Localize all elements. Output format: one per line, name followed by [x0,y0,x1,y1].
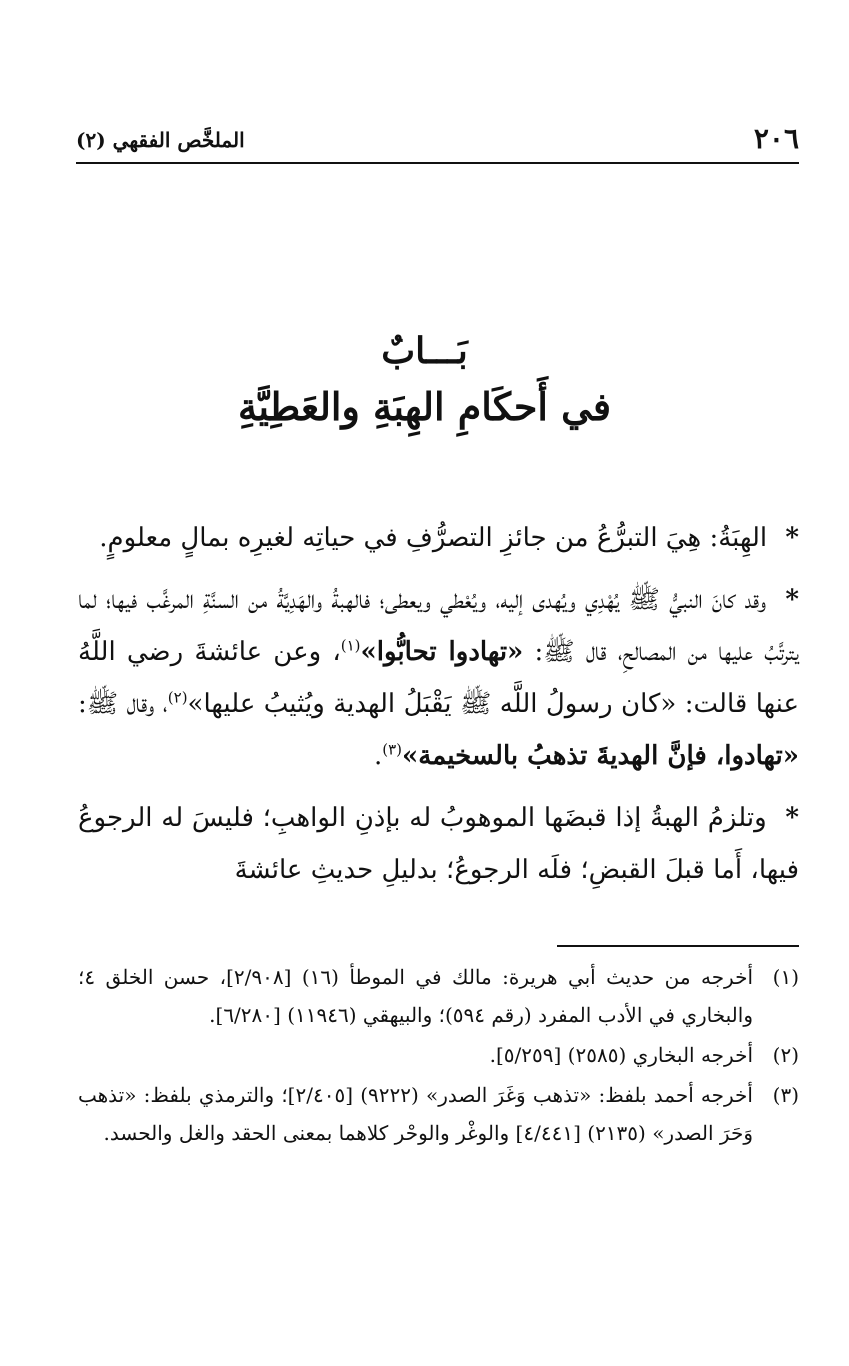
paragraph-text: ، وعن عائشةَ رضي اللَّهُ عنها قالت: [78,637,800,719]
footnote [78,958,799,1034]
chapter-heading-word: بَـــابٌ [381,330,468,372]
footnote-number: (١) [772,965,799,989]
footnote-marker: (١) [340,636,361,655]
page-number: ٢٠٦ [753,122,799,155]
running-header [76,118,799,164]
footnote-text: أخرجه أحمد بلفظ: «تذهب وَغَرَ الصدر» (٩٢٢٢) [٢/٤٠٥]؛ والترمذي بلفظ: «تذهب وَحَرَ الصدر» (٢١٣٥) [٤/٤٤١] والوغْر والوحْر كلاهما بمعنى الحقد والغل والحسد. [78,1083,753,1145]
paragraph-text: ، وقال ﷺ: [78,689,168,719]
paragraph-text: وقد كانَ النبيُّ ﷺ يُهْدِي ويُهدى إليه، ويُعْطي ويعطى؛ فالهبةُ والهَدِيَّةُ من السنَّةِ المرغَّب فيها؛ لما يترتَّبُ عليها من المصالحِ، قال ﷺ: [78,585,799,667]
paragraph-text: وتلزمُ الهبةُ إذا قبضَها الموهوبُ له بإذنِ الواهبِ؛ فليسَ له الرجوعُ فيها، أَما قبلَ القبضِ؛ فلَه الرجوعُ؛ بدليلِ حديثِ عائشةَ [78,803,799,885]
asterisk-bullet: * [785,523,799,553]
footnote [78,1036,799,1074]
book-title: الملخَّص الفقهي (٢) [76,128,245,152]
footnote-text: أخرجه من حديث أبي هريرة: مالك في الموطأ (١٦) [٢/٩٠٨]، حسن الخلق ٤؛ والبخاري في الأدب المفرد (رقم ٥٩٤)؛ والبيهقي (١١٩٤٦) [٦/٢٨٠]. [78,965,754,1027]
footnote-marker: (٣) [382,740,402,759]
footnotes [78,958,799,1154]
footnote [78,1076,799,1152]
footnote-number: (٣) [772,1083,799,1107]
paragraph-hadith [78,574,799,782]
asterisk-bullet: * [785,585,800,615]
paragraph-text: الهِبَةُ: هِيَ التبرُّعُ من جائزِ التصرُّفِ في حياتِه لغيرِه بمالٍ معلومٍ. [99,523,768,553]
hadith-quote: «تهادوا تحابُّوا» [360,637,524,667]
paragraph-text: . [373,741,383,771]
main-text [78,512,799,906]
footnote-text: أخرجه البخاري (٢٥٨٥) [٥/٢٥٩]. [489,1043,753,1067]
paragraph-ruling [78,792,799,896]
hadith-quote-plain: «كان رسولُ اللَّه ﷺ يَقْبَلُ الهدية ويُثيبُ عليها» [187,689,677,719]
footnote-number: (٢) [772,1043,799,1067]
footnote-separator [557,945,799,947]
footnote-marker: (٢) [167,688,188,707]
chapter-title: في أَحكَامِ الهِبَةِ والعَطِيَّةِ [238,384,611,429]
hadith-quote: «تهادوا، فإنَّ الهديةَ تذهبُ بالسخيمة» [402,741,799,771]
paragraph-definition [78,512,799,564]
asterisk-bullet: * [785,803,799,833]
